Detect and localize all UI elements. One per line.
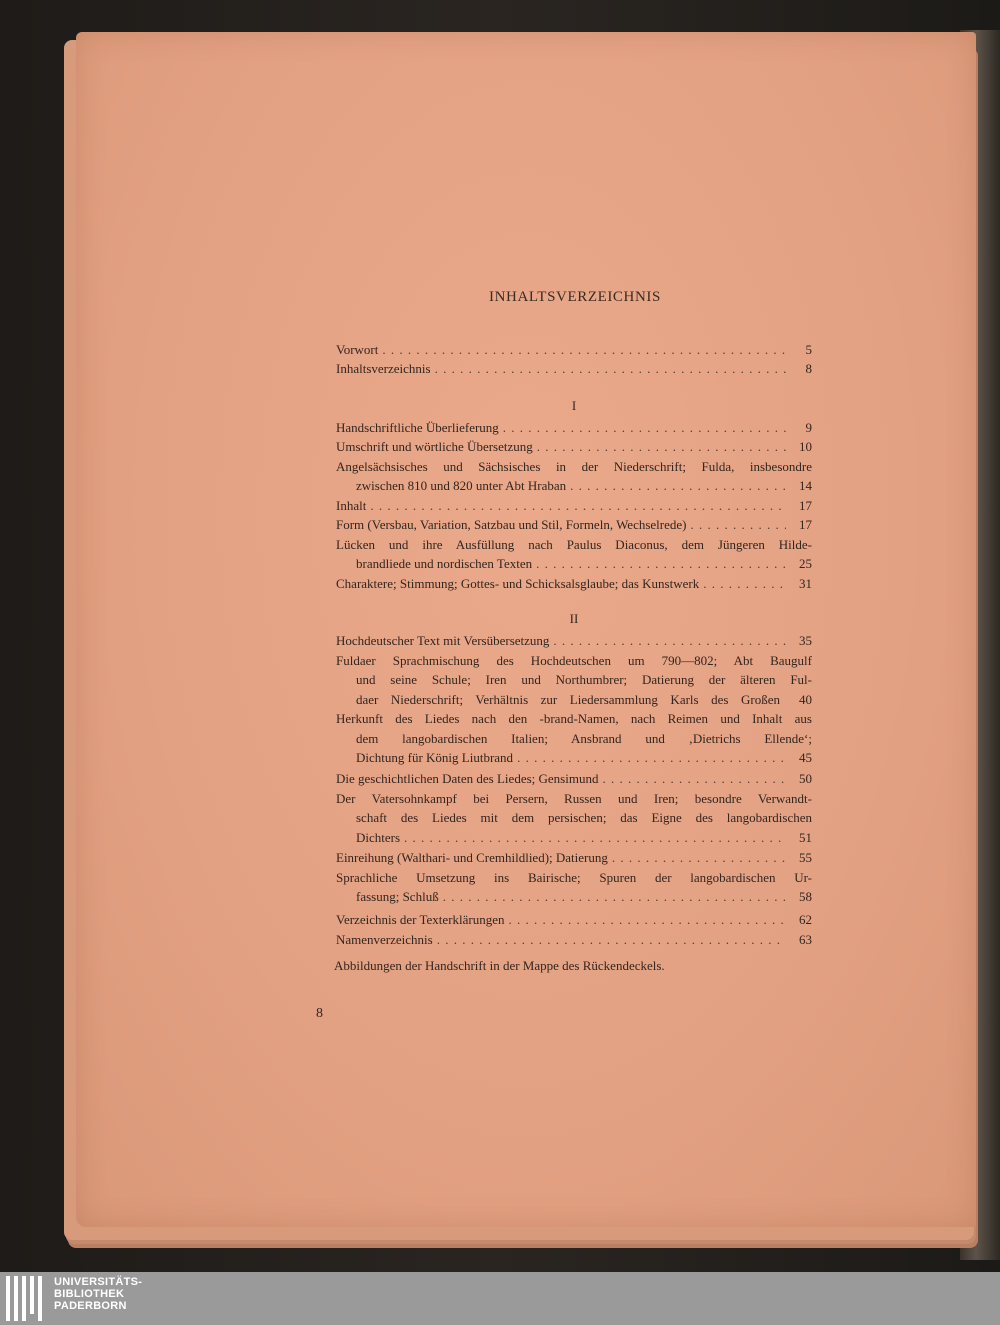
toc-entry: Einreihung (Walthari- und Cremhildlied); Datierung . . . 55 bbox=[336, 850, 812, 869]
toc-entry: Inhalt . . . 17 bbox=[336, 498, 812, 517]
toc-entry: Hochdeutscher Text mit Versübersetzung . . . 35 bbox=[336, 633, 812, 652]
toc-entry: Vorwort . . . 5 bbox=[336, 342, 812, 361]
toc-entry: Umschrift und wörtliche Übersetzung . . . 10 bbox=[336, 439, 812, 458]
footer-bar bbox=[0, 1272, 1000, 1325]
library-logo-icon bbox=[6, 1276, 48, 1321]
toc-entry: Die geschichtlichen Daten des Liedes; Gensimund . . . 50 bbox=[336, 771, 812, 790]
toc-entry: Angelsächsisches und Sächsisches in der Niederschrift; Fulda, insbesondre bbox=[336, 459, 812, 474]
toc-entry: Verzeichnis der Texterklärungen . . . 62 bbox=[336, 912, 812, 931]
toc-entry: Form (Versbau, Variation, Satzbau und Stil, Formeln, Wechselrede) . . . 17 bbox=[336, 517, 812, 536]
toc-entry: Namenverzeichnis . . . 63 bbox=[336, 932, 812, 951]
toc-entry-continuation: und seine Schule; Iren und Northumbrer; Datierung der älteren Ful- bbox=[356, 672, 812, 687]
plates-note: Abbildungen der Handschrift in der Mappe des Rückendeckels. bbox=[334, 958, 665, 973]
page-number: 8 bbox=[316, 1006, 323, 1021]
book-page bbox=[76, 32, 976, 1227]
toc-entry: Herkunft des Liedes nach den -brand-Namen, nach Reimen und Inhalt aus bbox=[336, 711, 812, 726]
toc-entry-continuation: Dichters . . . 51 bbox=[356, 830, 812, 849]
toc-entry: Handschriftliche Überlieferung . . . 9 bbox=[336, 420, 812, 439]
toc-entry-continuation: brandliede und nordischen Texten . . . 25 bbox=[356, 556, 812, 575]
toc-entry-continuation: Dichtung für König Liutbrand . . . 45 bbox=[356, 750, 812, 769]
page-title: INHALTSVERZEICHNIS bbox=[489, 289, 661, 305]
toc-entry: Fuldaer Sprachmischung des Hochdeutschen um 790—802; Abt Baugulf bbox=[336, 653, 812, 668]
toc-entry: Charaktere; Stimmung; Gottes- und Schicksalsglaube; das Kunstwerk . . . 31 bbox=[336, 576, 812, 595]
toc-entry-continuation: zwischen 810 und 820 unter Abt Hraban . . . 14 bbox=[356, 478, 812, 497]
section-heading: I bbox=[571, 398, 577, 413]
toc-entry-continuation: fassung; Schluß . . . 58 bbox=[356, 889, 812, 908]
toc-entry: Lücken und ihre Ausfüllung nach Paulus Diaconus, dem Jüngeren Hilde- bbox=[336, 537, 812, 552]
toc-entry-continuation: dem langobardischen Italien; Ansbrand und ‚Dietrichs Ellende‘; bbox=[356, 731, 812, 746]
section-heading: II bbox=[569, 611, 579, 626]
toc-entry: Sprachliche Umsetzung ins Bairische; Spuren der langobardischen Ur- bbox=[336, 870, 812, 885]
toc-entry-continuation: schaft des Liedes mit dem persischen; das Eigne des langobardischen bbox=[356, 810, 812, 825]
toc-entry: Inhaltsverzeichnis . . . 8 bbox=[336, 361, 812, 380]
toc-entry-continuation: daer Niederschrift; Verhältnis zur Liedersammlung Karls des Großen 40 bbox=[356, 692, 812, 707]
library-logo-text: UNIVERSITÄTS- BIBLIOTHEK PADERBORN bbox=[54, 1276, 143, 1312]
toc-entry: Der Vatersohnkampf bei Persern, Russen und Iren; besondre Verwandt- bbox=[336, 791, 812, 806]
